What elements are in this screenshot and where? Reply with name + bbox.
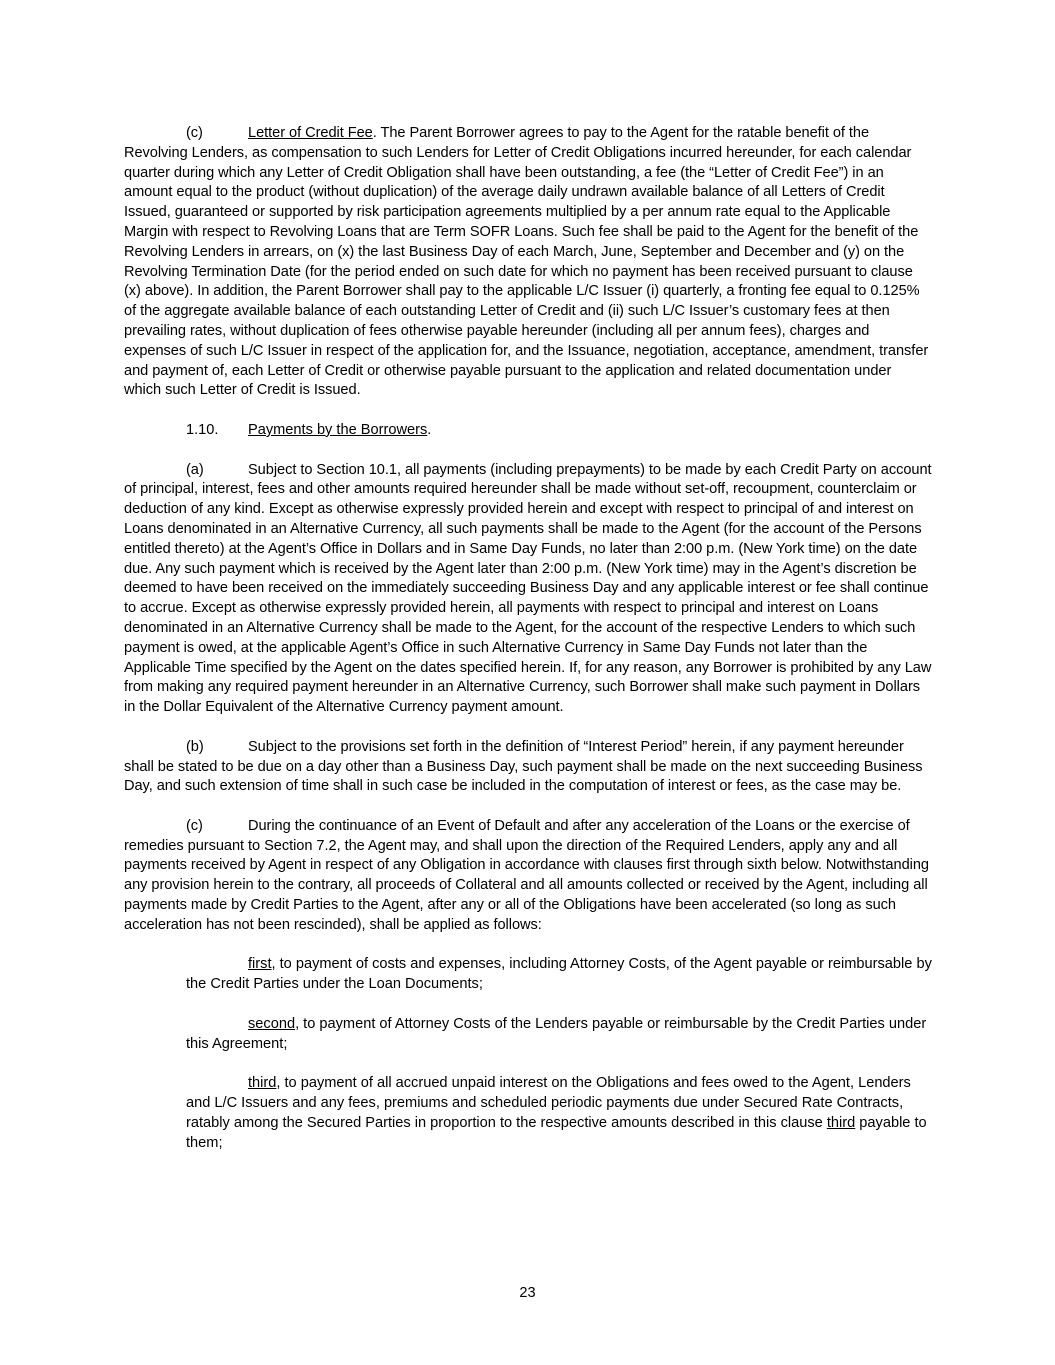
clause-number: (a) [186,461,204,478]
waterfall-text: , to payment of Attorney Costs of the Lenders payable or reimbursable by the Credit Parties under this Agreement; [186,1015,927,1052]
waterfall-label: third [248,1075,277,1092]
waterfall-item-third [186,1074,932,1153]
section-title: Payments by the Borrowers [248,421,428,438]
section-title-period: . [427,421,432,438]
waterfall-label: first [248,956,272,973]
section-number: 1.10. [186,421,219,438]
clause-number: (c) [186,125,203,141]
clause-caption: Letter of Credit Fee [248,125,373,141]
paragraph-c-letter-of-credit-fee [124,124,932,401]
waterfall-text: , to payment of costs and expenses, including Attorney Costs, of the Agent payable or reimbursable by the Credit Parties under the Loan Documents; [186,956,932,993]
clause-text: Subject to the provisions set forth in the definition of “Interest Period” herein, if any payment hereunder shall be stated to be due on a day other than a Business Day, such payment shall be made on the next succeeding Business Day, and such extension of time shall in such case be included in the computation of interest or fees, as the case may be. [124,738,923,795]
page-number: 23 [519,1285,536,1301]
section-heading [186,421,932,441]
document-body [124,124,932,1173]
clause-text: Subject to Section 10.1, all payments (including prepayments) to be made by each Credit Party on account of principal, interest, fees and other amounts required hereunder shall be made without set-off, recoupment, counterclaim or deduction of any kind. Except as otherwise expressly provided herein and except with respect to principal of and interest on Loans denominated in an Alternative Currency, all such payments shall be made to the Agent (for the account of the Persons entitled thereto) at the Agent’s Office in Dollars and in Same Day Funds, no later than 2:00 p.m. (New York time) on the date due. Any such payment which is received by the Agent later than 2:00 p.m. (New York time) may in the Agent’s discretion be deemed to have been received on the immediately succeeding Business Day and any applicable interest or fee shall continue to accrue. Except as otherwise expressly provided herein, all payments with respect to principal and interest on Loans denominated in an Alternative Currency shall be made to the Agent, for the account of the respective Lenders to which such payment is owed, at the applicable Agent’s Office in such Alternative Currency in Same Day Funds not later than the Applicable Time specified by the Agent on the dates specified herein. If, for any reason, any Borrower is prohibited by any Law from making any required payment hereunder in an Alternative Currency, such Borrower shall make such payment in Dollars in the Dollar Equivalent of the Alternative Currency payment amount. [124,461,932,716]
clause-number: (c) [186,817,203,834]
clause-text: . The Parent Borrower agrees to pay to the Agent for the ratable benefit of the Revolving Lenders, as compensation to such Lenders for Letter of Credit Obligations incurred hereunder, for each calendar quarter during which any Letter of Credit Obligation shall have been outstanding, a fee (the “Letter of Credit Fee”) in an amount equal to the product (without duplication) of the average daily undrawn available balance of all Letters of Credit Issued, guaranteed or supported by risk participation agreements multiplied by a per annum rate equal to the Applicable Margin with respect to Revolving Loans that are Term SOFR Loans. Such fee shall be paid to the Agent for the benefit of the Revolving Lenders in arrears, on (x) the last Business Day of each March, June, September and December and (y) on the Revolving Termination Date (for the period ended on such date for which no payment has been received pursuant to clause (x) above). In addition, the Parent Borrower shall pay to the applicable L/C Issuer (i) quarterly, a fronting fee equal to 0.125% of the aggregate available balance of each outstanding Letter of Credit and (ii) such L/C Issuer’s customary fees at then prevailing rates, without duplication of fees otherwise payable hereunder (including all per annum fees), charges and expenses of such L/C Issuer in respect of the application for, and the Issuance, negotiation, acceptance, amendment, transfer and payment of, each Letter of Credit or otherwise payable pursuant to the application and related documentation under which such Letter of Credit is Issued. [124,125,929,399]
paragraph-b [124,738,932,797]
paragraph-c-waterfall [124,817,932,936]
waterfall-label-inline: third [826,1114,856,1131]
waterfall-item-first [186,955,932,995]
waterfall-text: , to payment of all accrued unpaid interest on the Obligations and fees owed to the Agent, Lenders and L/C Issuers and any fees, premiums and scheduled periodic payments due under Secured Rate Contracts, ratably among the Secured Parties in proportion to the respective amounts described in this clause [186,1075,911,1131]
paragraph-a [124,461,932,718]
waterfall-label: second [248,1015,296,1032]
waterfall-text-tail: payable to them; [186,1114,927,1151]
waterfall-item-second [186,1015,932,1055]
clause-text: During the continuance of an Event of Default and after any acceleration of the Loans or the exercise of remedies pursuant to Section 7.2, the Agent may, and shall upon the direction of the Required Lenders, apply any and all payments received by Agent in respect of any Obligation in accordance with clauses first through sixth below. Notwithstanding any provision herein to the contrary, all proceeds of Collateral and all amounts collected or received by the Agent, including all payments made by Credit Parties to the Agent, after any or all of the Obligations have been accelerated (so long as such acceleration has not been rescinded), shall be applied as follows: [124,817,929,933]
clause-number: (b) [186,738,204,755]
